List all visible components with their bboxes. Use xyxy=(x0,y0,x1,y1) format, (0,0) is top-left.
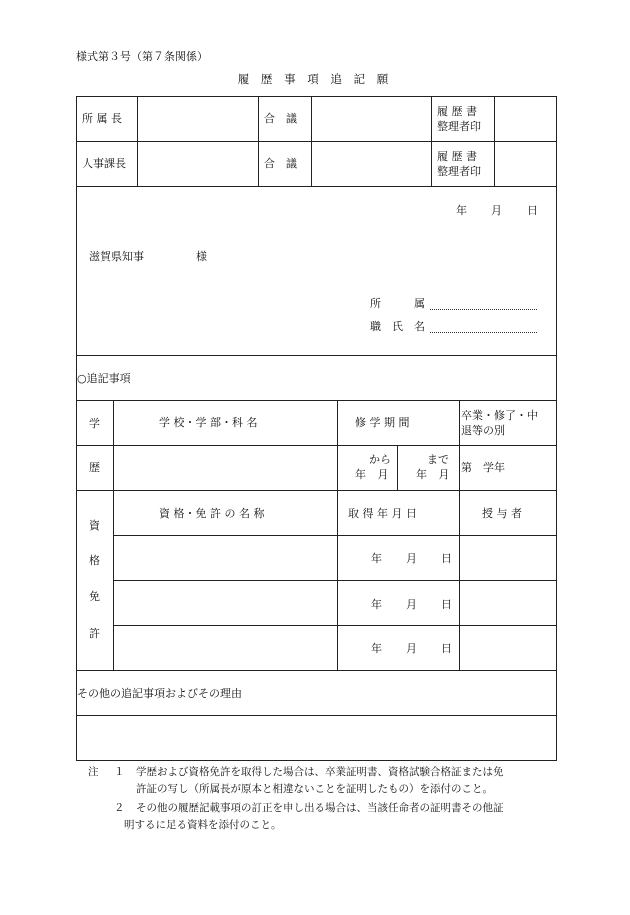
approval-role-label: 人事課長 xyxy=(82,157,126,170)
period-column-header: 修 学 期 間 xyxy=(355,416,410,429)
license-month-label: 月 xyxy=(406,598,417,611)
license-day-label: 日 xyxy=(441,552,452,565)
note-number: ２ xyxy=(114,802,125,814)
divider xyxy=(431,96,432,186)
form-number: 様式第３号（第７条関係） xyxy=(76,50,208,63)
license-issuer-field[interactable] xyxy=(460,536,556,579)
until-label: まで xyxy=(427,453,449,466)
license-year-label: 年 xyxy=(371,642,382,655)
consult-label: 合 議 xyxy=(264,112,297,125)
name-field[interactable] xyxy=(430,332,537,333)
divider xyxy=(76,355,557,356)
other-reason-field[interactable] xyxy=(77,716,556,760)
divider xyxy=(76,400,557,401)
approval-role-label: 所 属 長 xyxy=(82,112,122,125)
addition-heading: ○追記事項 xyxy=(77,372,131,385)
license-year-label: 年 xyxy=(371,598,382,611)
license-year-label: 年 xyxy=(371,552,382,565)
note-text: その他の履歴記載事項の訂正を申し出る場合は、当該任命者の証明書その他証 xyxy=(136,802,504,814)
license-issuer-field[interactable] xyxy=(460,626,556,669)
other-heading: その他の追記事項およびその理由 xyxy=(77,687,242,700)
status-column-header: 退等の別 xyxy=(461,424,505,437)
consult-label: 合 議 xyxy=(264,157,297,170)
registrar-label: 履 歴 書 xyxy=(437,150,477,163)
consult-stamp-field[interactable] xyxy=(312,142,430,185)
registrar-stamp-field[interactable] xyxy=(495,142,556,185)
license-day-label: 日 xyxy=(441,598,452,611)
license-name-header: 資 格・免 許 の 名 称 xyxy=(159,507,265,520)
license-name-field[interactable] xyxy=(114,626,336,669)
license-side-label: 許 xyxy=(89,627,100,640)
note-text: 許証の写し（所属長が原本と相違ないことを証明したもの）を添付のこと。 xyxy=(136,783,493,795)
license-date-header: 取 得 年 月 日 xyxy=(348,507,417,520)
year-month-label: 年 月 xyxy=(355,468,389,481)
education-side-label: 歴 xyxy=(89,461,100,474)
honorific: 様 xyxy=(196,250,207,263)
license-side-label: 資 xyxy=(89,519,100,532)
education-side-label: 学 xyxy=(89,417,100,430)
license-issuer-field[interactable] xyxy=(460,581,556,624)
affiliation-field[interactable] xyxy=(430,309,537,310)
date-day-label: 日 xyxy=(527,204,538,217)
divider xyxy=(76,670,557,671)
year-month-label: 年 月 xyxy=(416,468,450,481)
approval-stamp-field[interactable] xyxy=(138,142,257,185)
license-side-label: 格 xyxy=(89,554,100,567)
date-year-label: 年 xyxy=(456,204,467,217)
license-month-label: 月 xyxy=(406,552,417,565)
date-month-label: 月 xyxy=(491,204,502,217)
name-label: 職 氏 名 xyxy=(370,320,425,333)
license-name-field[interactable] xyxy=(114,581,336,624)
license-name-field[interactable] xyxy=(114,536,336,579)
grade-label: 第 学年 xyxy=(461,461,505,474)
divider xyxy=(397,445,398,490)
license-issuer-header: 授 与 者 xyxy=(482,507,522,520)
license-month-label: 月 xyxy=(406,642,417,655)
license-side-label: 免 xyxy=(89,590,100,603)
page-title: 履 歴 事 項 追 記 願 xyxy=(237,72,393,86)
consult-stamp-field[interactable] xyxy=(312,97,430,140)
registrar-label: 履 歴 書 xyxy=(437,105,477,118)
affiliation-label: 所 属 xyxy=(370,297,425,310)
note-text: 明するに足る資料を添付のこと。 xyxy=(124,819,282,831)
notes-label: 注 xyxy=(88,766,99,778)
divider xyxy=(76,186,557,187)
status-column-header: 卒業・修了・中 xyxy=(461,409,538,422)
registrar-label: 整理者印 xyxy=(437,120,481,133)
approval-stamp-field[interactable] xyxy=(138,97,257,140)
registrar-label: 整理者印 xyxy=(437,165,481,178)
school-field[interactable] xyxy=(114,446,336,489)
recipient: 滋賀県知事 xyxy=(89,250,144,263)
divider xyxy=(258,96,259,186)
note-number: １ xyxy=(114,766,125,778)
school-column-header: 学 校・学 部・科 名 xyxy=(159,416,258,429)
registrar-stamp-field[interactable] xyxy=(495,97,556,140)
license-day-label: 日 xyxy=(441,642,452,655)
from-label: から xyxy=(369,453,391,466)
divider xyxy=(76,490,557,491)
note-text: 学歴および資格免許を取得した場合は、卒業証明書、資格試験合格証または免 xyxy=(136,766,504,778)
